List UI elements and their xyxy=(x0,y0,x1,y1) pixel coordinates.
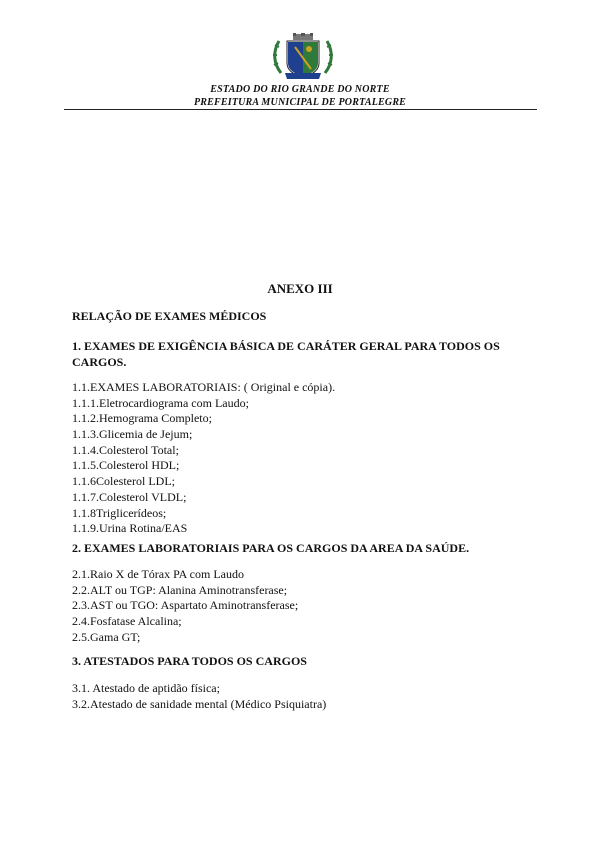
list-item: 1.1.7.Colesterol VLDL; xyxy=(72,489,187,504)
list-item: 2.3.AST ou TGO: Aspartato Aminotransferase; xyxy=(72,598,299,613)
state-name: ESTADO DO RIO GRANDE DO NORTE xyxy=(210,84,390,95)
list-item: 1.1.EXAMES LABORATORIAIS: ( Original e cópia). xyxy=(72,380,336,394)
list-item: 1.1.9.Urina Rotina/EAS xyxy=(72,521,188,536)
list-item: 1.1.6Colesterol LDL; xyxy=(72,474,175,489)
list-item: 3.1. Atestado de aptidão física; xyxy=(72,681,220,695)
list-item: 1.1.1.Eletrocardiograma com Laudo; xyxy=(72,395,249,410)
list-item: 1.1.2.Hemograma Completo; xyxy=(72,411,212,426)
list-item: 1.1.5.Colesterol HDL; xyxy=(72,458,180,473)
document-title: ANEXO III xyxy=(267,281,333,296)
list-item: 1.1.4.Colesterol Total; xyxy=(72,442,179,457)
section-3-list xyxy=(72,681,532,712)
document-subtitle: RELAÇÃO DE EXAMES MÉDICOS xyxy=(72,309,267,323)
section-2-heading: 2. EXAMES LABORATORIAIS PARA OS CARGOS DA AREA DA SAÚDE. xyxy=(72,541,470,555)
section-2-list xyxy=(72,567,532,645)
section-1-list xyxy=(72,380,532,537)
list-item: 2.1.Raio X de Tórax PA com Laudo xyxy=(72,567,244,581)
list-item: 2.5.Gama GT; xyxy=(72,629,141,644)
prefecture-name: PREFEITURA MUNICIPAL DE PORTALEGRE xyxy=(193,97,407,108)
section-1-heading: 1. EXAMES DE EXIGÊNCIA BÁSICA DE CARÁTER GERAL PARA TODOS OS CARGOS. xyxy=(72,339,500,369)
list-item: 1.1.8Triglicerídeos; xyxy=(72,505,167,520)
section-3-heading: 3. ATESTADOS PARA TODOS OS CARGOS xyxy=(72,654,307,668)
portalegre-municipal-crest-icon xyxy=(271,33,335,81)
header-divider xyxy=(64,109,537,110)
list-item: 3.2.Atestado de sanidade mental (Médico Psiquiatra) xyxy=(72,696,327,711)
list-item: 1.1.3.Glicemia de Jejum; xyxy=(72,427,193,442)
list-item: 2.4.Fosfatase Alcalina; xyxy=(72,614,182,629)
list-item: 2.2.ALT ou TGP: Alanina Aminotransferase; xyxy=(72,582,288,597)
